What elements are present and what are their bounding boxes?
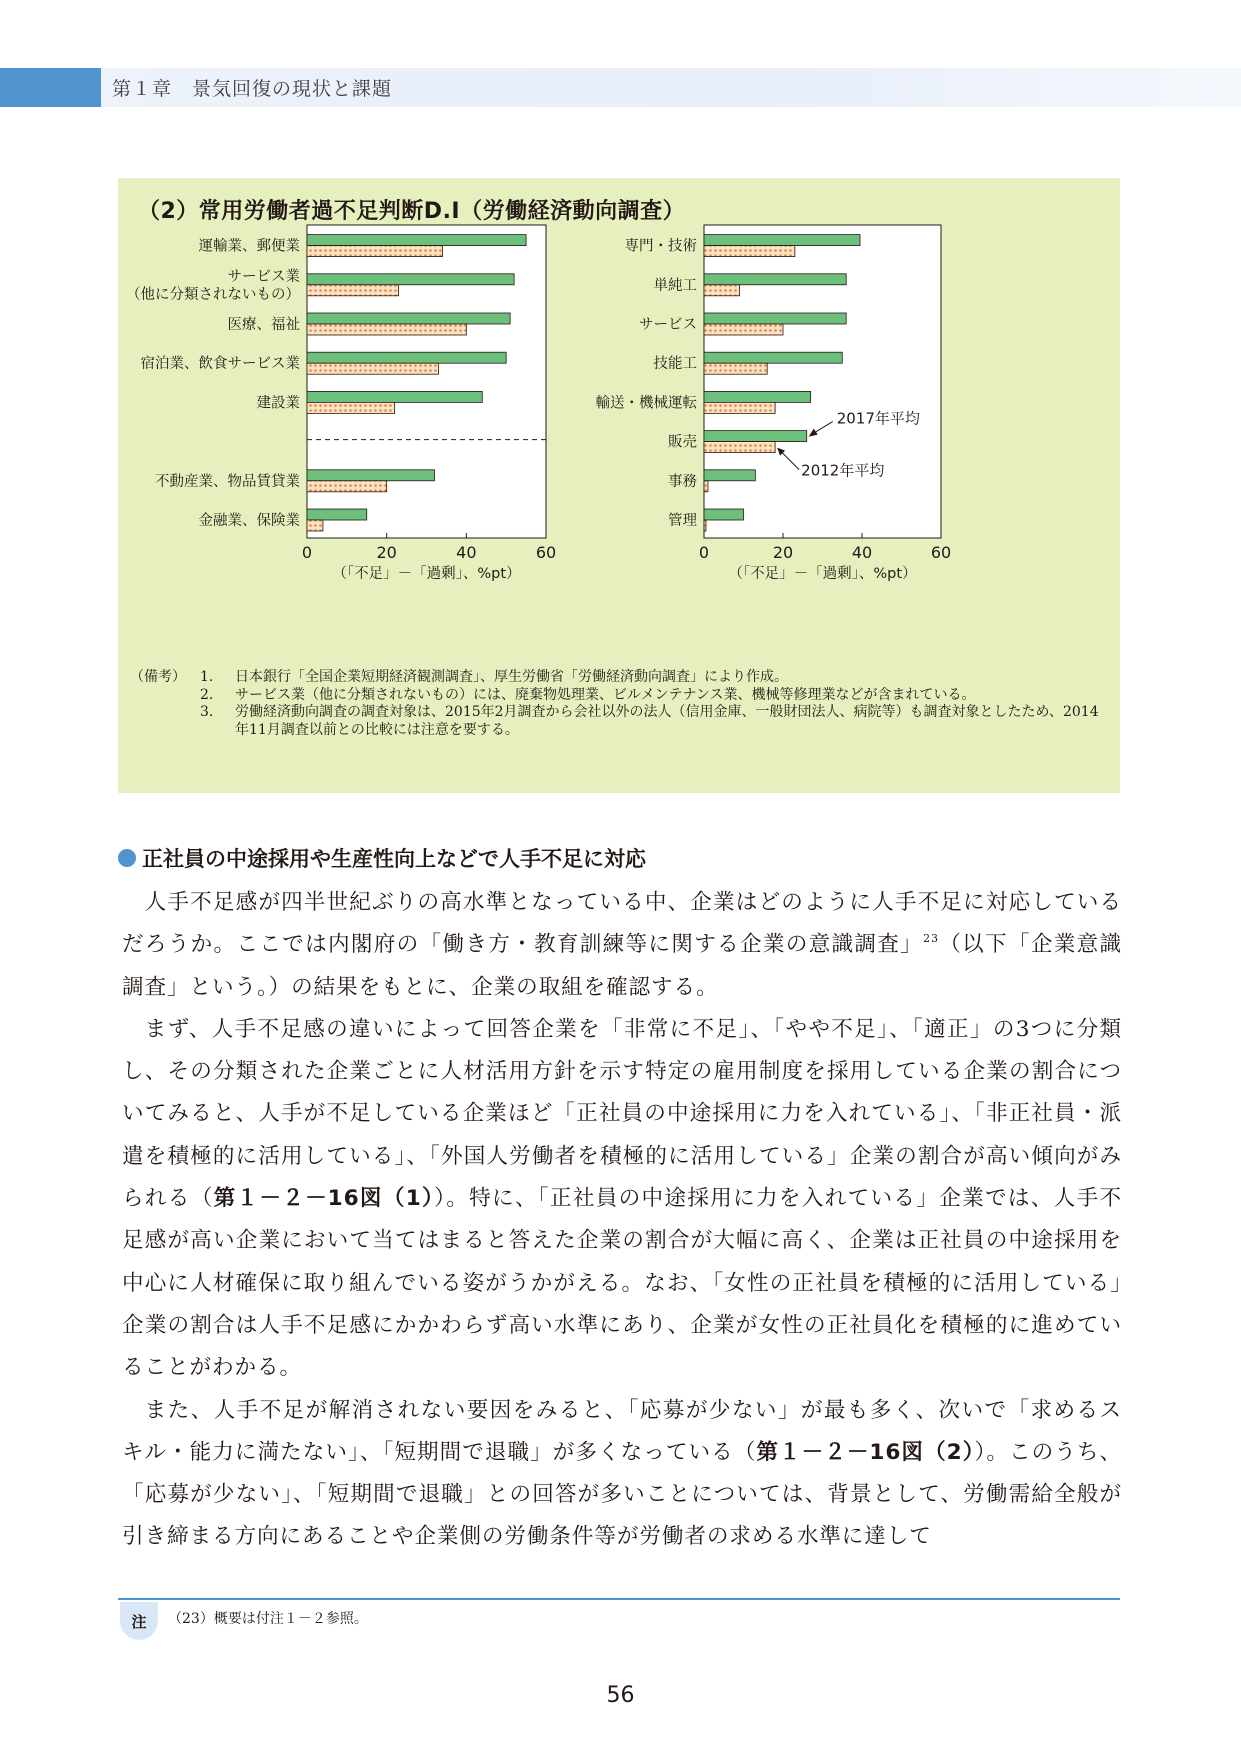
section-heading-text: 正社員の中途採用や生産性向上などで人手不足に対応 [142,847,646,871]
x-tick-label: 0 [301,543,313,562]
category-label: 販売 [668,434,697,451]
bar-2017 [704,431,807,442]
bar-2017 [307,509,367,520]
figure-reference: 第１－２－16図（2） [756,1439,975,1465]
bar-2012 [704,520,706,531]
bar-2017 [307,352,506,363]
note-text: 日本銀行「全国企業短期経済観測調査」、厚生労働省「労働経済動向調査」により作成。 [235,669,788,685]
note-text: 労働経済動向調査の調査対象は、2015年2月調査から会社以外の法人（信用金庫、一般財団法人、病院等）も調査対象としたため、2014年11月調査以前との比較には注意を要する。 [235,704,1099,738]
category-label: 建設業 [256,395,300,412]
annotation-2012: 2012年平均 [801,461,885,480]
x-tick-label: 40 [851,543,873,562]
figure-title: （2）常用労働者過不足判断D.I（労働経済動向調査） [138,199,686,224]
note-number: 3. [200,704,214,720]
category-label: 専門・技術 [624,238,697,255]
x-axis-label: （「不足」－「過剰」、%pt） [728,566,917,582]
bar-2012 [307,520,323,531]
x-tick-label: 60 [535,543,557,562]
bar-2017 [704,352,842,363]
bar-2017 [307,391,482,402]
bar-2017 [704,235,860,246]
paragraph: まず、人手不足感の違いによって回答企業を「非常に不足」、「やや不足」、「適正」の3つに分類し、その分類された企業ごとに人材活用方針を示す特定の雇用制度を採用している企業の割合についてみると、人手が不足している企業ほど「正社員の中途採用に力を入れている」、「非正社員・派遣を積極的に活用している」、「外国人労働者を積極的に活用している」企業の割合が高い傾向がみられる（第１－２－16図（1））。特に、「正社員の中途採用に力を入れている」企業では、人手不足感が高い企業において当てはまると答えた企業の割合が大幅に高く、企業は正社員の中途採用を中心に人材確保に取り組んでいる姿がうかがえる。なお、「女性の正社員を積極的に活用している」企業の割合は人手不足感にかかわらず高い水準にあり、企業が女性の正社員化を積極的に進めていることがわかる。 [122,1016,1122,1381]
category-label: 輸送・機械運転 [595,395,697,412]
annotation-2017: 2017年平均 [836,409,920,428]
bar-2012 [307,481,387,492]
bar-2017 [704,313,846,324]
category-label: サービス業 [227,268,300,285]
x-tick-label: 40 [456,543,477,562]
bar-2017 [307,313,510,324]
figure-notes [130,669,1110,739]
bar-2012 [704,363,767,374]
bar-2012 [704,481,708,492]
category-label: サービス [639,317,697,333]
category-label: 医療、福祉 [227,317,300,333]
footnote-text: （23）概要は付注１－２参照。 [168,1611,368,1627]
note-text: サービス業（他に分類されないもの）には、廃棄物処理業、ビルメンテナンス業、機械等修理業などが含まれている。 [235,686,976,703]
x-tick-label: 20 [376,543,397,562]
body-text [122,882,1122,1559]
x-tick-label: 60 [930,543,952,562]
bar-2012 [704,285,740,296]
bar-2012 [704,324,783,335]
figure-reference: 第１－２－16図（1） [213,1186,435,1212]
category-label: 不動産業、物品賃貸業 [155,473,300,490]
plot-area [704,225,941,538]
paragraph: 人手不足感が四半世紀ぶりの高水準となっている中、企業はどのように人手不足に対応しているだろうか。ここでは内閣府の「働き方・教育訓練等に関する企業の意識調査」$^{23}$（以下「企業意識調査」という。）の結果をもとに、企業の取組を確認する。 [122,890,1122,1000]
bar-2017 [307,274,514,285]
bar-2017 [704,391,811,402]
header-accent-bar [0,68,101,107]
bar-2012 [704,246,795,257]
category-label: 宿泊業、飲食サービス業 [140,356,300,373]
x-tick-label: 20 [772,543,794,562]
figure-charts [118,178,1120,678]
bar-2012 [307,363,438,374]
footnote-ref[interactable]: 23 [923,932,939,946]
x-tick-label: 0 [698,543,710,562]
category-label: 事務 [668,473,697,490]
footnote-rule [118,1598,1120,1600]
bar-2017 [704,470,755,481]
paragraph: また、人手不足が解消されない要因をみると、「応募が少ない」が最も多く、次いで「求めるスキル・能力に満たない」、「短期間で退職」が多くなっている（第１－２－16図（2））。このうち、「応募が少ない」、「短期間で退職」との回答が多いことについては、背景として、労働需給全般が引き締まる方向にあることや企業側の労働条件等が労働者の求める水準に達して [122,1397,1122,1550]
category-label: 運輸業、郵便業 [198,238,300,255]
x-axis-label: （「不足」－「過剰」、%pt） [332,566,521,582]
notes-label: （備考） [130,669,186,685]
bar-2012 [307,402,395,413]
chapter-title: 第１章 景気回復の現状と課題 [112,78,393,100]
page-number: 56 [606,1683,635,1708]
category-label: 技能工 [653,356,697,373]
bar-2012 [704,442,775,453]
category-label: 金融業、保険業 [198,513,300,529]
bar-2017 [704,509,744,520]
bar-2017 [704,274,846,285]
note-number: 2. [200,686,214,703]
section-heading [118,843,646,873]
bar-2017 [307,235,526,246]
bar-2012 [307,285,399,296]
note-number: 1. [200,669,214,685]
bullet-dot-icon [118,849,136,867]
bar-2012 [704,402,775,413]
category-label: 単純工 [653,277,697,294]
category-label: （他に分類されないもの） [126,286,300,303]
footnote-badge: 注 [120,1602,158,1640]
bar-2012 [307,324,466,335]
bar-2017 [307,470,434,481]
category-label: 管理 [668,513,697,529]
bar-2012 [307,246,442,257]
